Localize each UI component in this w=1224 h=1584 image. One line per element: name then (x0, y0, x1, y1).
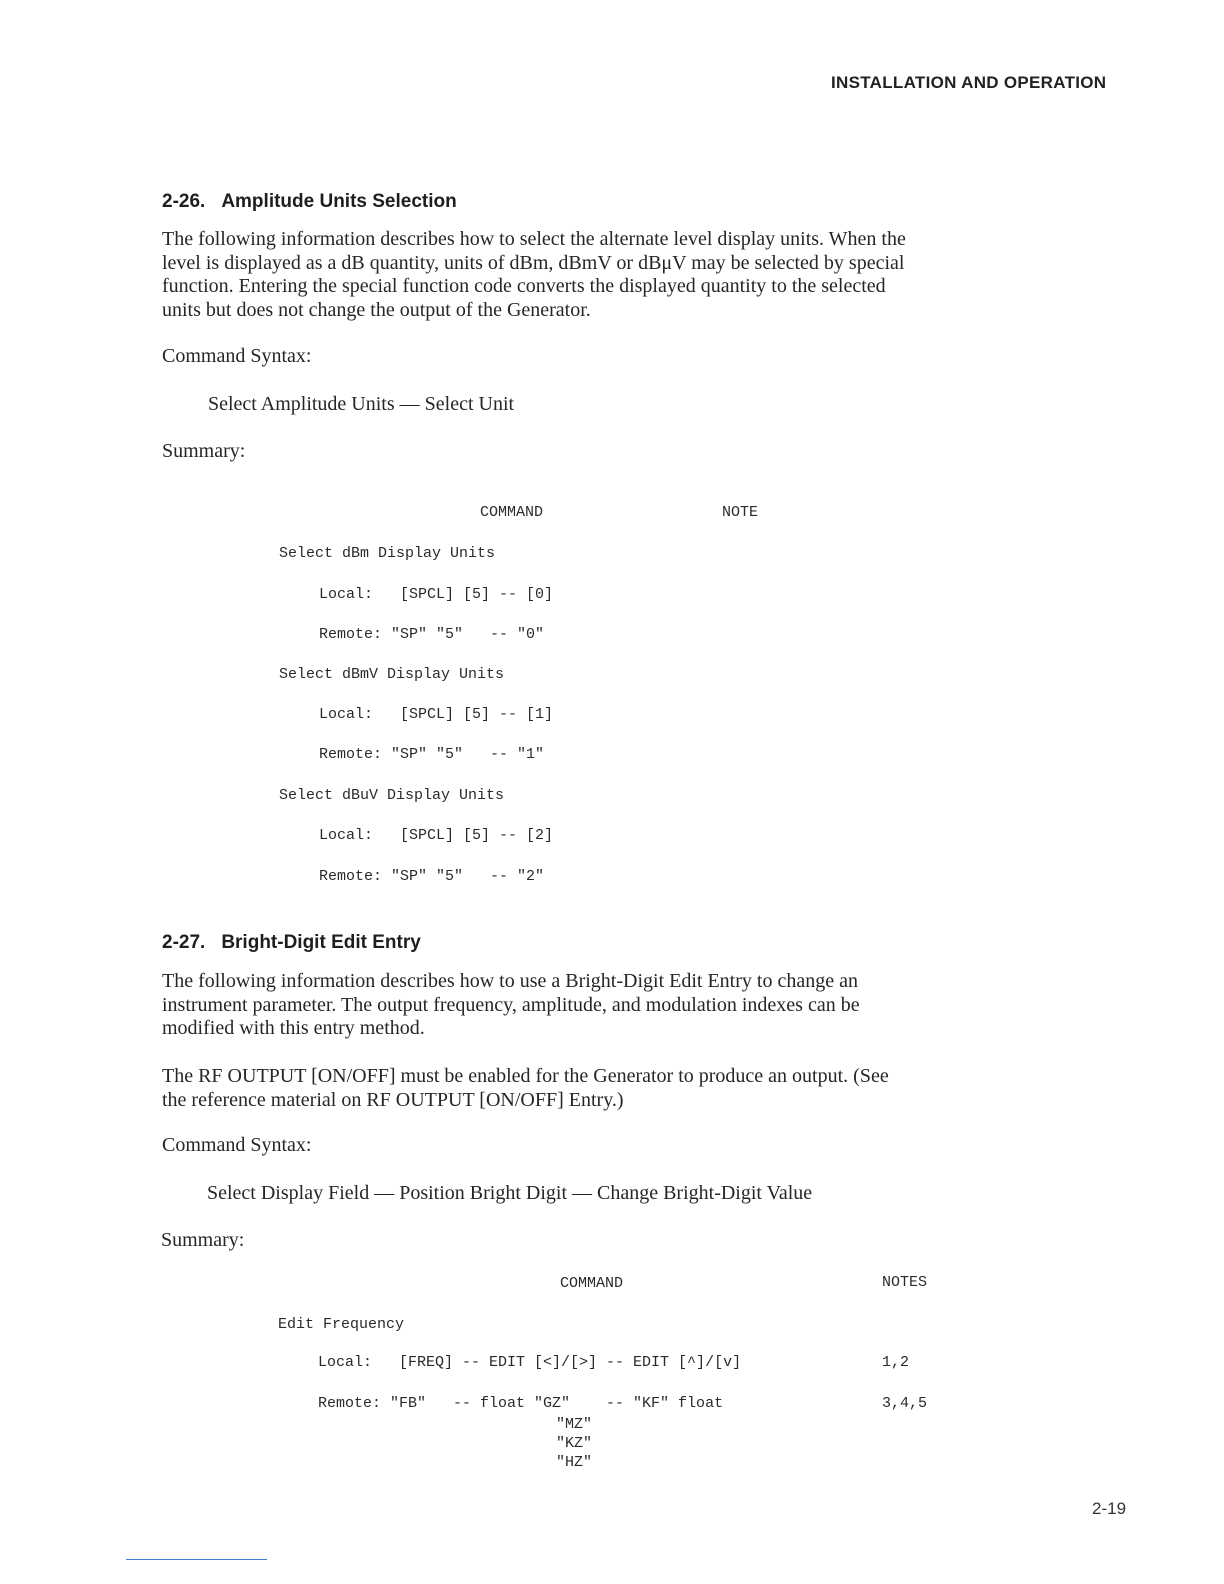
paragraph-line: modified with this entry method. (162, 1017, 425, 1039)
section-number: 2-26. (162, 191, 206, 212)
remote-unit-option: "HZ" (556, 1454, 593, 1471)
local-command: Local: [SPCL] [5] -- [1] (319, 706, 554, 723)
command-row-label: Edit Frequency (278, 1316, 405, 1333)
note-column-header: NOTE (722, 504, 759, 521)
command-syntax: Select Amplitude Units — Select Unit (208, 393, 515, 415)
page-number: 2-19 (1092, 1499, 1127, 1518)
section-title: Amplitude Units Selection (221, 191, 457, 212)
command-row-label: Select dBuV Display Units (279, 787, 505, 804)
notes-column-header: NOTES (882, 1274, 928, 1291)
paragraph-line: units but does not change the output of the Generator. (162, 298, 591, 321)
section-heading-2-26 (162, 191, 457, 213)
section-2-27-paragraph-2 (162, 1065, 1012, 1112)
local-command: Local: [FREQ] -- EDIT [<]/[>] -- EDIT [^]/[v] (318, 1354, 742, 1371)
section-2-26-paragraph (162, 228, 1012, 322)
section-number: 2-27. (162, 932, 206, 953)
remote-unit-option: "MZ" (556, 1416, 593, 1433)
paragraph-line: function. Entering the special function code converts the displayed quantity to the selected (162, 275, 886, 297)
local-command: Local: [SPCL] [5] -- [0] (319, 586, 554, 603)
local-command: Local: [SPCL] [5] -- [2] (319, 827, 554, 844)
command-column-header: COMMAND (560, 1275, 624, 1292)
paragraph-line: The following information describes how to select the alternate level display units. When the (162, 228, 906, 250)
remote-command: Remote: "SP" "5" -- "1" (319, 746, 545, 763)
section-title: Bright-Digit Edit Entry (221, 932, 421, 953)
command-row-label: Select dBm Display Units (279, 545, 496, 562)
remote-notes: 3,4,5 (882, 1395, 928, 1412)
remote-command: Remote: "SP" "5" -- "2" (319, 868, 545, 885)
command-row-label: Select dBmV Display Units (279, 666, 505, 683)
summary-label: Summary: (162, 440, 246, 462)
command-syntax-label: Command Syntax: (162, 1134, 312, 1156)
running-header: INSTALLATION AND OPERATION (831, 73, 1107, 92)
command-syntax-label: Command Syntax: (162, 345, 312, 367)
section-2-27-paragraph-1 (162, 970, 1012, 1041)
paragraph-line: instrument parameter. The output frequency, amplitude, and modulation indexes can be (162, 993, 860, 1016)
summary-label: Summary: (161, 1229, 245, 1251)
section-heading-2-27 (162, 932, 421, 954)
paragraph-line: level is displayed as a dB quantity, units of dBm, dBmV or dBμV may be selected by special (162, 251, 905, 274)
remote-command: Remote: "SP" "5" -- "0" (319, 626, 545, 643)
paragraph-line: the reference material on RF OUTPUT [ON/OFF] Entry.) (162, 1088, 624, 1111)
paragraph-line: The RF OUTPUT [ON/OFF] must be enabled for the Generator to produce an output. (See (162, 1065, 889, 1087)
paragraph-line: The following information describes how to use a Bright-Digit Edit Entry to change an (162, 970, 858, 992)
remote-unit-option: "KZ" (556, 1435, 593, 1452)
footer-divider (126, 1559, 267, 1560)
command-column-header: COMMAND (480, 504, 544, 521)
command-syntax: Select Display Field — Position Bright Digit — Change Bright-Digit Value (207, 1182, 813, 1204)
remote-command: Remote: "FB" -- float "GZ" -- "KF" float (318, 1395, 724, 1412)
local-notes: 1,2 (882, 1354, 910, 1371)
